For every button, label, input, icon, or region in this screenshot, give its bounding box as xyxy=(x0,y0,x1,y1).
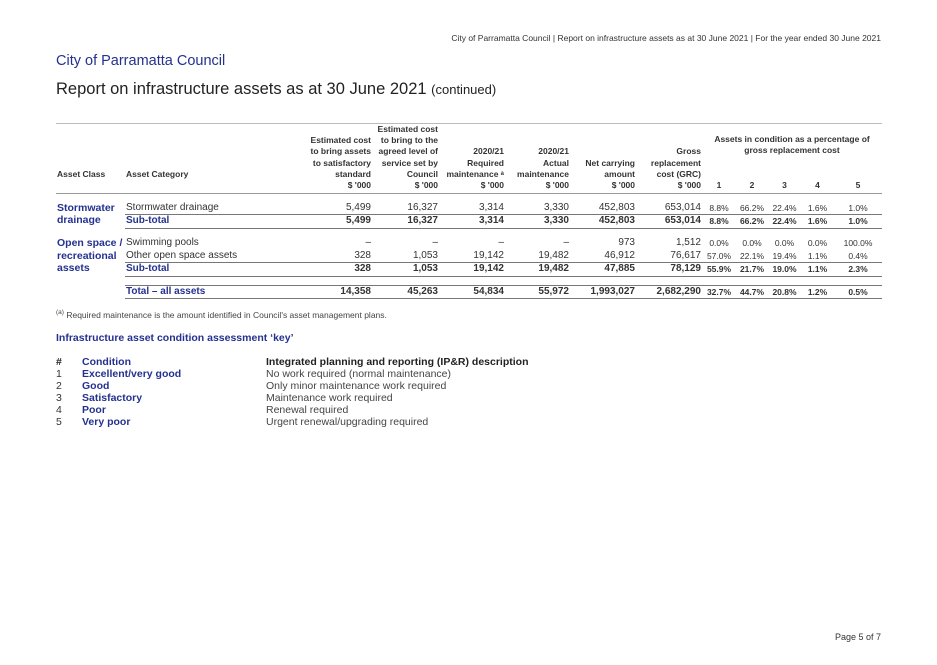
table-row xyxy=(56,237,882,250)
table-cell: 16,327 xyxy=(372,215,439,229)
condition-pct: 1.2% xyxy=(801,285,834,299)
condition-pct: 22.4% xyxy=(768,215,801,229)
table-cell: – xyxy=(563,237,569,249)
col-estimated-cost-agreed-level: Estimated cost to bring to the agreed level of service set by Council xyxy=(372,124,439,181)
table-cell: 973 xyxy=(618,237,635,249)
key-description: Maintenance work required xyxy=(266,392,393,404)
condition-pct: 57.0% xyxy=(702,250,736,263)
condition-pct: 1.0% xyxy=(834,202,882,215)
unit-label: $ '000 xyxy=(301,180,372,194)
col-asset-category: Asset Category xyxy=(125,124,301,181)
unit-label: $ '000 xyxy=(505,180,570,194)
organisation-name: City of Parramatta Council xyxy=(56,53,226,69)
condition-pct: 100.0% xyxy=(843,238,873,249)
table-cell: 1,512 xyxy=(675,237,701,249)
subtotal-label: Sub-total xyxy=(125,263,301,277)
asset-category: Stormwater drainage xyxy=(125,202,301,215)
condition-pct: 21.7% xyxy=(736,263,768,277)
total-label: Total – all assets xyxy=(125,285,301,299)
condition-pct: 0.0% xyxy=(709,238,729,249)
key-condition: Satisfactory xyxy=(82,392,143,404)
table-cell: 452,803 xyxy=(570,202,636,215)
table-cell: 45,263 xyxy=(372,285,439,299)
condition-level: 1 xyxy=(702,180,736,194)
table-cell: 3,330 xyxy=(505,202,570,215)
condition-pct: 1.6% xyxy=(801,215,834,229)
condition-pct: 0.0% xyxy=(774,238,795,249)
table-cell: 78,129 xyxy=(636,263,702,277)
condition-pct: 20.8% xyxy=(768,285,801,299)
key-header-row xyxy=(56,356,882,368)
footnote-marker: (a) xyxy=(56,309,64,316)
unit-label: $ '000 xyxy=(636,180,702,194)
page-number: Page 5 of 7 xyxy=(834,632,881,642)
table-cell: 19,142 xyxy=(439,250,505,263)
table-cell: 47,885 xyxy=(570,263,636,277)
running-header: City of Parramatta Council | Report on infrastructure assets as at 30 June 2021 | For the year ended 30 June 2021 xyxy=(451,33,881,43)
key-num: 2 xyxy=(56,380,62,392)
subtotal-row xyxy=(56,263,882,277)
key-description: Renewal required xyxy=(266,404,349,416)
total-row xyxy=(56,285,882,299)
condition-pct: 1.6% xyxy=(801,202,834,215)
key-num: 4 xyxy=(56,404,62,416)
condition-pct: 19.0% xyxy=(768,263,801,277)
unit-label: $ '000 xyxy=(372,180,439,194)
table-cell: 328 xyxy=(301,263,372,277)
key-row xyxy=(56,404,882,416)
key-condition: Good xyxy=(82,380,110,392)
table-cell: 328 xyxy=(301,250,372,263)
condition-pct: 0.5% xyxy=(834,285,882,299)
condition-pct: 22.1% xyxy=(736,250,768,263)
condition-pct: 22.4% xyxy=(768,202,801,215)
key-row xyxy=(56,380,882,392)
key-description: Urgent renewal/upgrading required xyxy=(266,416,429,428)
asset-category: Swimming pools xyxy=(126,237,199,249)
table-cell: 3,330 xyxy=(505,215,570,229)
page-title-continued: (continued) xyxy=(431,82,497,97)
table-row xyxy=(56,202,882,215)
page-title-main: Report on infrastructure assets as at 30 June 2021 xyxy=(56,80,427,98)
table-cell: 46,912 xyxy=(570,250,636,263)
col-asset-class: Asset Class xyxy=(56,124,125,181)
table-cell: 3,314 xyxy=(439,215,505,229)
key-num: 1 xyxy=(56,368,62,380)
condition-level: 5 xyxy=(834,180,882,194)
condition-pct: 8.8% xyxy=(702,202,736,215)
table-row xyxy=(56,250,882,263)
condition-pct: 1.1% xyxy=(801,250,834,263)
key-row xyxy=(56,416,882,428)
subtotal-row xyxy=(56,215,882,229)
condition-pct: 1.1% xyxy=(801,263,834,277)
key-num: 3 xyxy=(56,392,62,404)
table-cell: 653,014 xyxy=(636,215,702,229)
asset-class-label: Stormwater drainage xyxy=(57,201,115,227)
key-row xyxy=(56,392,882,404)
table-cell: 452,803 xyxy=(570,215,636,229)
key-condition: Very poor xyxy=(82,416,131,428)
asset-class-label: Open space / recreational assets xyxy=(57,237,123,275)
table-cell: 5,499 xyxy=(301,202,372,215)
table-cell: – xyxy=(432,237,438,249)
asset-category: Other open space assets xyxy=(125,250,301,263)
condition-pct: 44.7% xyxy=(736,285,768,299)
condition-pct: 1.0% xyxy=(834,215,882,229)
table-cell: 653,014 xyxy=(636,202,702,215)
key-num: 5 xyxy=(56,416,62,428)
table-cell: 19,482 xyxy=(505,250,570,263)
units-row xyxy=(56,180,882,194)
key-row xyxy=(56,368,882,380)
table-cell: 19,482 xyxy=(505,263,570,277)
condition-pct: 0.0% xyxy=(742,238,762,249)
footnote xyxy=(56,309,387,320)
condition-key-table xyxy=(56,356,882,428)
key-col-description: Integrated planning and reporting (IP&R) description xyxy=(266,356,529,368)
table-cell: 3,314 xyxy=(439,202,505,215)
table-cell: – xyxy=(498,237,504,249)
col-net-carrying-amount: Net carrying amount xyxy=(570,124,636,181)
col-condition-percentage: Assets in condition as a percentage of gross replacement cost xyxy=(702,124,882,181)
condition-level: 4 xyxy=(801,180,834,194)
condition-level: 2 xyxy=(736,180,768,194)
key-heading: Infrastructure asset condition assessment ‘key’ xyxy=(56,332,294,344)
key-condition: Poor xyxy=(82,404,106,416)
table-cell: 19,142 xyxy=(439,263,505,277)
table-cell: 1,053 xyxy=(372,250,439,263)
key-description: Only minor maintenance work required xyxy=(266,380,447,392)
footnote-text: Required maintenance is the amount identified in Council's asset management plans. xyxy=(66,309,387,320)
page-title xyxy=(56,80,496,99)
condition-level: 3 xyxy=(768,180,801,194)
condition-pct: 19.4% xyxy=(768,250,801,263)
table-cell: 54,834 xyxy=(439,285,505,299)
unit-label: $ '000 xyxy=(439,180,505,194)
table-cell: 1,053 xyxy=(372,263,439,277)
col-gross-replacement-cost: Gross replacement cost (GRC) xyxy=(636,124,702,181)
table-header-row xyxy=(56,124,882,181)
table-cell: 14,358 xyxy=(301,285,372,299)
infrastructure-table xyxy=(56,123,882,299)
key-col-num: # xyxy=(56,356,62,368)
key-description: No work required (normal maintenance) xyxy=(266,368,451,380)
table-cell: – xyxy=(365,237,371,249)
condition-pct: 32.7% xyxy=(702,285,736,299)
table-cell: 2,682,290 xyxy=(636,285,702,299)
condition-pct: 0.4% xyxy=(834,250,882,263)
unit-label: $ '000 xyxy=(570,180,636,194)
table-cell: 16,327 xyxy=(372,202,439,215)
col-estimated-cost-satisfactory: Estimated cost to bring assets to satisfactory standard xyxy=(301,124,372,181)
table-cell: 55,972 xyxy=(505,285,570,299)
key-col-condition: Condition xyxy=(82,356,131,368)
condition-pct: 2.3% xyxy=(834,263,882,277)
condition-pct: 66.2% xyxy=(736,202,768,215)
table-cell: 76,617 xyxy=(636,250,702,263)
condition-pct: 0.0% xyxy=(807,238,828,249)
condition-pct: 66.2% xyxy=(736,215,768,229)
col-required-maintenance: 2020/21 Required maintenance ᵃ xyxy=(439,124,505,181)
table-cell: 5,499 xyxy=(301,215,372,229)
condition-pct: 55.9% xyxy=(702,263,736,277)
table-cell: 1,993,027 xyxy=(570,285,636,299)
col-actual-maintenance: 2020/21 Actual maintenance xyxy=(505,124,570,181)
key-condition: Excellent/very good xyxy=(82,368,182,380)
condition-pct: 8.8% xyxy=(702,215,736,229)
subtotal-label: Sub-total xyxy=(125,215,301,229)
